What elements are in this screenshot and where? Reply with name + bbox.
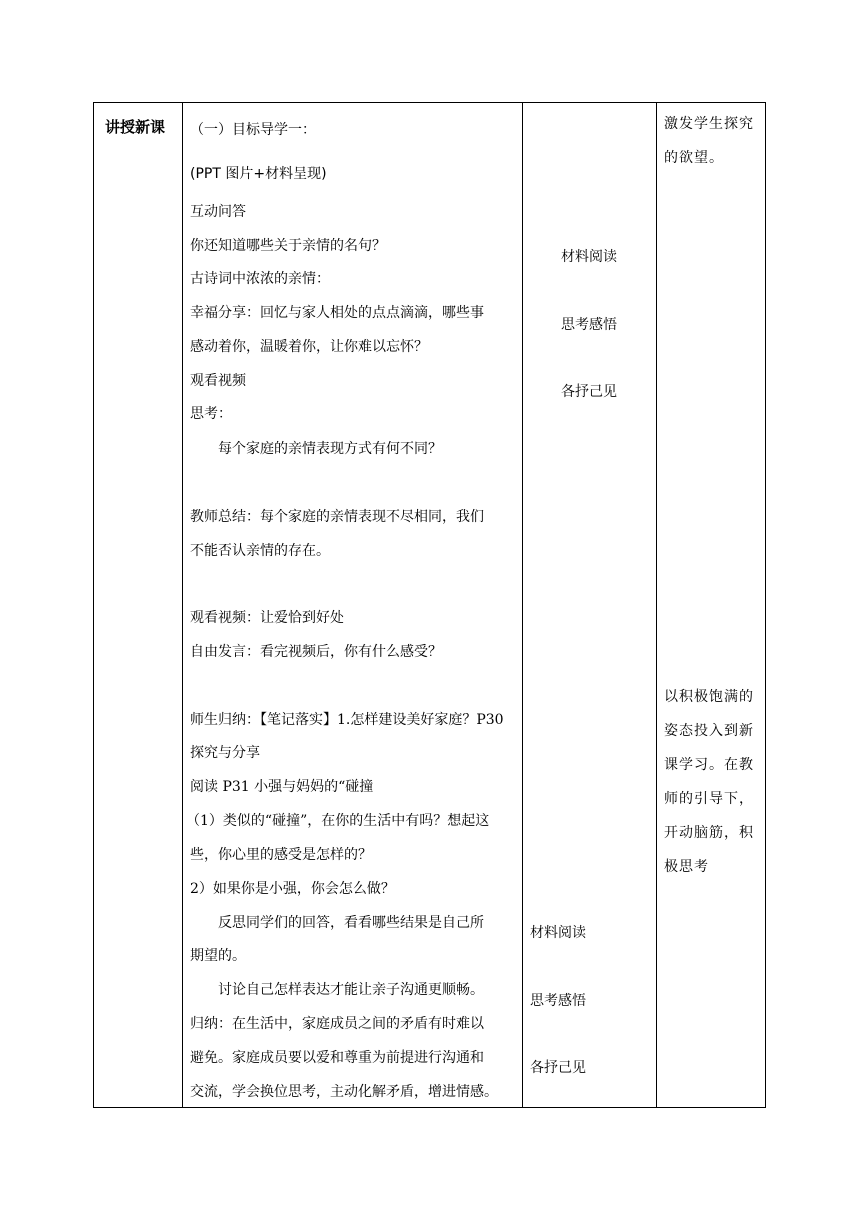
content-line: 幸福分享：回忆与家人相处的点点滴滴，哪些事 bbox=[190, 305, 484, 321]
content-line: 你还知道哪些关于亲情的名句？ bbox=[190, 238, 386, 254]
section-cell bbox=[94, 103, 182, 1107]
content-line: 观看视频：让爱恰到好处 bbox=[190, 610, 344, 626]
content-line: 不能否认亲情的存在。 bbox=[190, 543, 330, 559]
content-cell bbox=[182, 103, 522, 1107]
content-line: 些，你心里的感受是怎样的？ bbox=[190, 847, 372, 863]
content-line: 交流，学会换位思考，主动化解矛盾，增进情感。 bbox=[190, 1084, 498, 1100]
content-line: 教师总结：每个家庭的亲情表现不尽相同，我们 bbox=[190, 509, 484, 525]
content-line: 探究与分享 bbox=[190, 745, 260, 761]
intent-line: 激发学生探究 bbox=[664, 116, 754, 132]
activity-item: 材料阅读 bbox=[530, 925, 586, 941]
activity-item: 各抒己见 bbox=[530, 1060, 586, 1076]
content-line: 思考： bbox=[190, 406, 232, 422]
activity-item: 思考感悟 bbox=[561, 317, 617, 333]
content-line: 互动问答 bbox=[190, 204, 246, 220]
content-line: 归纳：在生活中，家庭成员之间的矛盾有时难以 bbox=[190, 1016, 484, 1032]
content-line: 古诗词中浓浓的亲情： bbox=[190, 271, 330, 287]
content-line: 2）如果你是小强，你会怎么做？ bbox=[190, 881, 395, 897]
activity-item: 各抒己见 bbox=[561, 384, 617, 400]
section-label: 讲授新课 bbox=[105, 118, 166, 136]
content-line: 阅读 P31 小强与妈妈的“碰撞 bbox=[190, 779, 374, 795]
intent-line: 极思考 bbox=[664, 859, 709, 875]
content-heading: （一）目标导学一： bbox=[190, 122, 316, 138]
content-line: 反思同学们的回答，看看哪些结果是自己所 bbox=[218, 915, 484, 931]
activity-item: 材料阅读 bbox=[561, 249, 617, 265]
content-line: 讨论自己怎样表达才能让亲子沟通更顺畅。 bbox=[218, 982, 484, 998]
intent-line: 师的引导下， bbox=[664, 791, 754, 807]
content-line: 感动着你，温暖着你，让你难以忘怀？ bbox=[190, 339, 428, 355]
content-line: 观看视频 bbox=[190, 373, 246, 389]
content-line: (PPT 图片+材料呈现) bbox=[190, 166, 327, 182]
intent-line: 以积极饱满的 bbox=[664, 689, 754, 705]
content-line: 避免。家庭成员要以爱和尊重为前提进行沟通和 bbox=[190, 1050, 484, 1066]
content-line: 自由发言：看完视频后，你有什么感受？ bbox=[190, 644, 442, 660]
intent-line: 的欲望。 bbox=[664, 150, 724, 166]
content-line: 每个家庭的亲情表现方式有何不同？ bbox=[218, 441, 442, 457]
intent-line: 课学习。在教 bbox=[664, 757, 754, 773]
content-line: （1）类似的“碰撞”，在你的生活中有吗？想起这 bbox=[186, 813, 490, 829]
intent-line: 姿态投入到新 bbox=[664, 723, 754, 739]
content-line: 师生归纳：【笔记落实】1.怎样建设美好家庭？P30 bbox=[190, 712, 504, 728]
activity-item: 思考感悟 bbox=[530, 993, 586, 1009]
student-activity-cell bbox=[522, 103, 656, 1107]
content-line: 期望的。 bbox=[190, 948, 246, 964]
intent-line: 开动脑筋，积 bbox=[664, 825, 754, 841]
design-intent-cell bbox=[656, 103, 767, 1107]
lesson-table bbox=[93, 102, 766, 1108]
